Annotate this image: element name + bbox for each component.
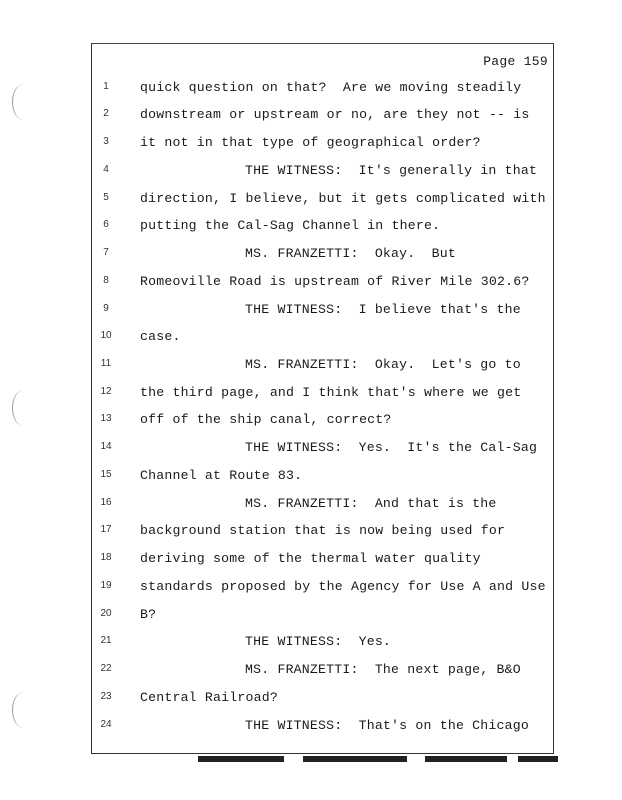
line-number: 22	[100, 663, 112, 674]
transcript-line: THE WITNESS: Yes. It's the Cal-Sag	[245, 440, 538, 455]
line-number: 16	[100, 497, 112, 508]
transcript-line: case.	[140, 329, 181, 344]
transcript-line: deriving some of the thermal water quality	[140, 551, 481, 566]
transcript-line: MS. FRANZETTI: And that is the	[245, 496, 497, 511]
line-number: 24	[100, 719, 112, 730]
binder-hole-mark	[12, 390, 35, 426]
line-number: 6	[103, 219, 109, 230]
binder-hole-mark	[12, 692, 35, 728]
line-number: 8	[103, 275, 109, 286]
transcript-line: Romeoville Road is upstream of River Mile 302.6?	[140, 274, 530, 289]
transcript-line: putting the Cal-Sag Channel in there.	[140, 218, 441, 233]
line-number: 20	[100, 608, 112, 619]
transcript-line: downstream or upstream or no, are they not -- is	[140, 107, 530, 122]
transcript-line: THE WITNESS: I believe that's the	[245, 302, 521, 317]
transcript-line: Channel at Route 83.	[140, 468, 303, 483]
transcript-line: off of the ship canal, correct?	[140, 412, 392, 427]
line-number: 11	[100, 358, 112, 369]
transcript-line: THE WITNESS: That's on the Chicago	[245, 718, 529, 733]
line-number: 23	[100, 691, 112, 702]
frame-shadow-segment	[425, 756, 507, 762]
transcript-line: THE WITNESS: Yes.	[245, 634, 392, 649]
line-number: 9	[103, 303, 109, 314]
line-number: 17	[100, 524, 112, 535]
line-number: 1	[103, 81, 109, 92]
line-number: 3	[103, 136, 109, 147]
frame-shadow-segment	[198, 756, 284, 762]
frame-shadow-segment	[303, 756, 407, 762]
line-number: 19	[100, 580, 112, 591]
transcript-line: Central Railroad?	[140, 690, 278, 705]
line-number: 13	[100, 413, 112, 424]
line-number: 12	[100, 386, 112, 397]
transcript-line: standards proposed by the Agency for Use A and Use	[140, 579, 546, 594]
line-number: 5	[103, 192, 109, 203]
transcript-line: it not in that type of geographical order?	[140, 135, 481, 150]
line-number: 2	[103, 108, 109, 119]
line-number: 4	[103, 164, 109, 175]
transcript-line: MS. FRANZETTI: The next page, B&O	[245, 662, 521, 677]
frame-bottom-rule	[91, 753, 554, 754]
transcript-line: direction, I believe, but it gets complicated with	[140, 191, 546, 206]
transcript-line: THE WITNESS: It's generally in that	[245, 163, 538, 178]
line-number: 7	[103, 247, 109, 258]
transcript-line: MS. FRANZETTI: Okay. But	[245, 246, 456, 261]
transcript-line: background station that is now being used for	[140, 523, 506, 538]
line-number: 15	[100, 469, 112, 480]
binder-hole-mark	[12, 84, 35, 120]
line-number: 21	[100, 635, 112, 646]
frame-shadow-segment	[518, 756, 558, 762]
line-number: 10	[100, 330, 112, 341]
transcript-line: quick question on that? Are we moving steadily	[140, 80, 522, 95]
line-number: 18	[100, 552, 112, 563]
transcript-line: the third page, and I think that's where we get	[140, 385, 522, 400]
line-number: 14	[100, 441, 112, 452]
transcript-line: B?	[140, 607, 157, 622]
transcript-line: MS. FRANZETTI: Okay. Let's go to	[245, 357, 521, 372]
page-number: Page 159	[483, 54, 548, 69]
